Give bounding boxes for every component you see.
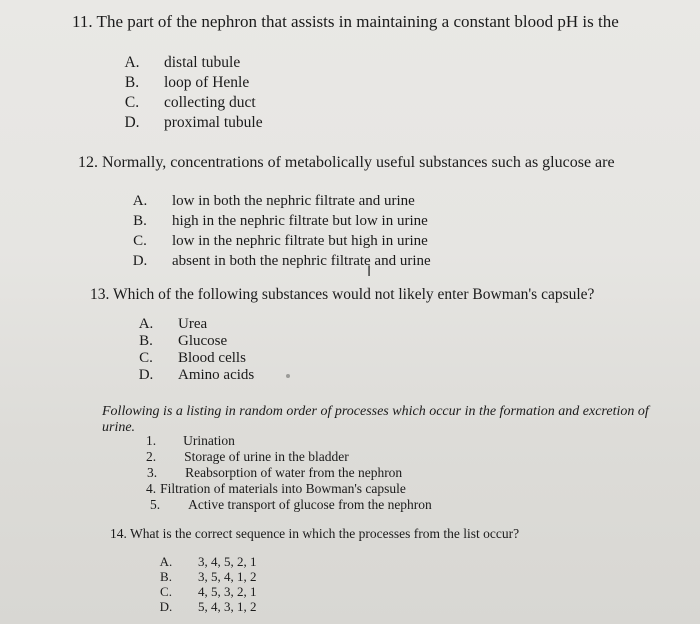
- question-12: [78, 154, 615, 172]
- process-number: 5.: [150, 497, 161, 512]
- option-12-d[interactable]: [120, 251, 431, 271]
- option-letter: A.: [138, 316, 154, 332]
- question-11-options: [112, 53, 263, 133]
- option-text: 5, 4, 3, 1, 2: [198, 598, 257, 614]
- option-letter: D.: [159, 598, 173, 614]
- process-text: Storage of urine in the bladder: [184, 449, 349, 464]
- option-13-c[interactable]: [126, 350, 254, 367]
- option-letter: A.: [159, 553, 173, 569]
- option-text: low in both the nephric filtrate and urine: [172, 192, 415, 209]
- process-item-1: [146, 433, 235, 449]
- question-14: [110, 526, 519, 542]
- option-letter: A.: [132, 192, 148, 209]
- option-letter: C.: [124, 94, 140, 111]
- option-text: Urea: [178, 316, 208, 332]
- process-number: 3.: [147, 465, 158, 480]
- process-list-intro: Following is a listing in random order of processes which occur in the formation and excretion of urine.: [102, 404, 649, 435]
- option-letter: C.: [133, 232, 147, 249]
- option-text: high in the nephric filtrate but low in urine: [172, 212, 428, 229]
- process-text: Reabsorption of water from the nephron: [185, 465, 403, 480]
- process-number: 2.: [146, 449, 157, 464]
- option-13-d[interactable]: [126, 367, 254, 384]
- option-14-d[interactable]: [146, 599, 257, 614]
- option-12-a[interactable]: [120, 191, 431, 211]
- option-text: absent in both the nephric filtrate and urine: [172, 252, 431, 269]
- question-13: [90, 286, 594, 304]
- option-text: loop of Henle: [164, 74, 250, 91]
- process-text: Urination: [183, 433, 235, 448]
- question-12-options: [120, 191, 431, 271]
- option-text: Amino acids: [178, 367, 255, 383]
- process-item-2: [146, 449, 349, 465]
- option-13-b[interactable]: [126, 333, 254, 350]
- option-letter: C.: [139, 350, 153, 366]
- option-text: Blood cells: [178, 350, 246, 366]
- option-text: Glucose: [178, 333, 228, 349]
- question-13-options: [126, 316, 254, 384]
- text-cursor-icon: I: [367, 264, 372, 280]
- process-number: 4.: [146, 481, 157, 496]
- option-text: collecting duct: [164, 94, 256, 111]
- option-12-c[interactable]: [120, 231, 431, 251]
- process-number: 1.: [146, 433, 157, 448]
- option-text: low in the nephric filtrate but high in urine: [172, 232, 428, 249]
- option-letter: C.: [160, 583, 172, 599]
- question-14-options: [146, 554, 257, 614]
- option-12-b[interactable]: [120, 211, 431, 231]
- option-11-c[interactable]: [112, 93, 263, 113]
- option-text: 3, 4, 5, 2, 1: [198, 553, 257, 569]
- option-text: proximal tubule: [164, 114, 263, 131]
- question-11: [72, 12, 619, 32]
- option-letter: D.: [124, 114, 140, 131]
- process-item-3: [147, 465, 402, 481]
- option-11-b[interactable]: [112, 73, 263, 93]
- option-14-a[interactable]: [146, 554, 257, 569]
- option-letter: A.: [124, 54, 140, 71]
- process-text: Active transport of glucose from the nephron: [188, 497, 432, 512]
- question-12-title: 12. Normally, concentrations of metabolically useful substances such as glucose are: [78, 154, 615, 171]
- option-letter: B.: [133, 212, 147, 229]
- option-13-a[interactable]: [126, 316, 254, 333]
- question-13-title: 13. Which of the following substances would not likely enter Bowman's capsule?: [90, 286, 595, 303]
- option-letter: B.: [160, 568, 172, 584]
- option-letter: D.: [138, 367, 154, 383]
- option-text: 4, 5, 3, 2, 1: [198, 583, 257, 599]
- option-11-a[interactable]: [112, 53, 263, 73]
- option-text: 3, 5, 4, 1, 2: [198, 568, 257, 584]
- stray-mark: [286, 374, 290, 378]
- process-item-4: [146, 481, 406, 497]
- option-11-d[interactable]: [112, 113, 263, 133]
- option-letter: B.: [139, 333, 153, 349]
- option-letter: B.: [124, 74, 140, 91]
- option-14-b[interactable]: [146, 569, 257, 584]
- option-text: distal tubule: [164, 54, 241, 71]
- process-item-5: [150, 497, 432, 513]
- option-14-c[interactable]: [146, 584, 257, 599]
- process-text: Filtration of materials into Bowman's capsule: [160, 481, 406, 496]
- question-14-title: 14. What is the correct sequence in which the processes from the list occur?: [110, 526, 520, 541]
- question-11-title: 11. The part of the nephron that assists in maintaining a constant blood pH is the: [72, 12, 619, 31]
- option-letter: D.: [132, 252, 148, 269]
